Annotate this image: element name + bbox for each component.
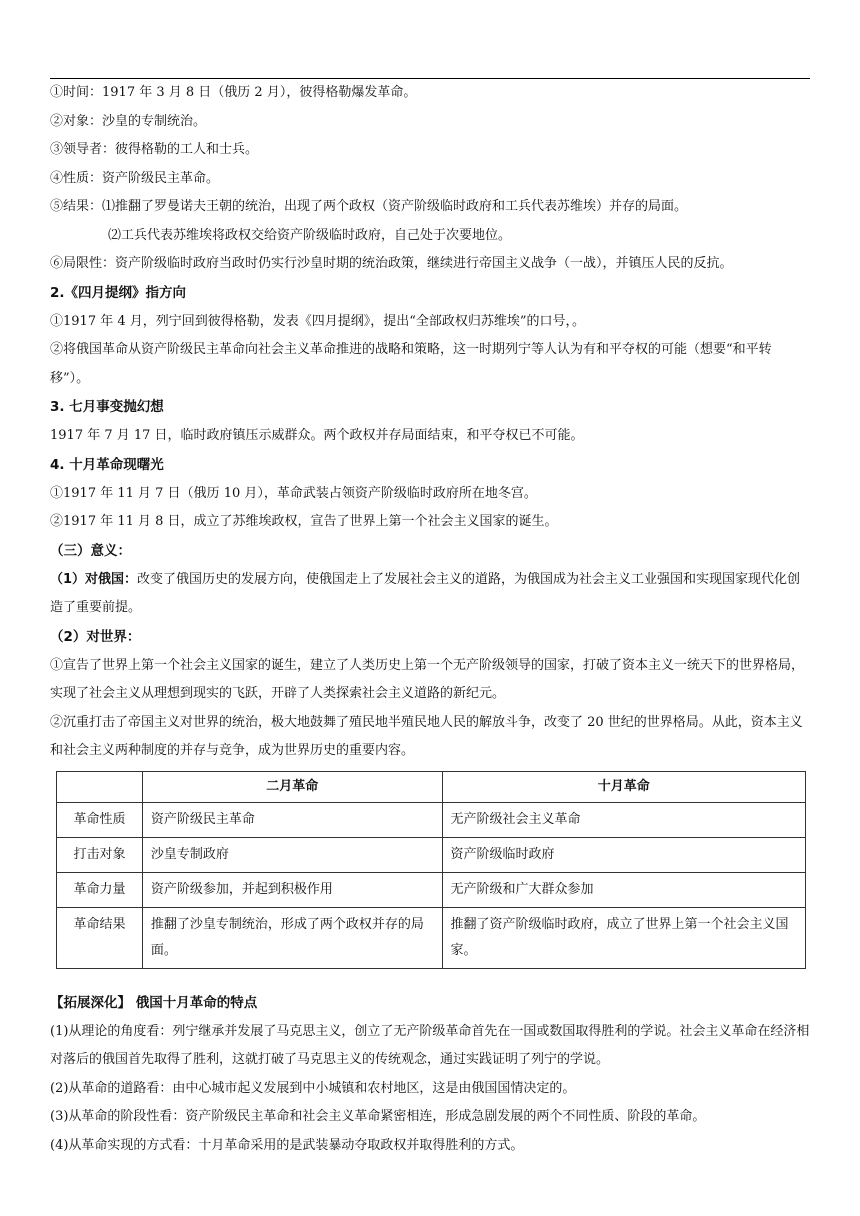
extension-p2: (2)从革命的道路看：由中心城市起义发展到中小城镇和农村地区，这是由俄国国情决定的。: [50, 1080, 576, 1096]
april-theses-p1: ①1917 年 4 月，列宁回到彼得格勒，发表《四月提纲》，提出“全部政权归苏维埃”的口号，。: [50, 313, 586, 329]
object-item: ②对象：沙皇的专制统治。: [50, 113, 207, 129]
significance-russia-label: （1）对俄国：: [50, 571, 138, 587]
table-row: [57, 802, 806, 837]
result-item-1: ⑤结果：⑴推翻了罗曼诺夫王朝的统治，出现了两个政权（资产阶级临时政府和工兵代表苏维埃）并存的局面。: [50, 199, 688, 214]
table-row-label: 革命性质: [57, 802, 143, 837]
table-row: [57, 872, 806, 907]
significance-russia: [50, 566, 810, 623]
time-item: ①时间：1917 年 3 月 8 日（俄历 2 月），彼得格勒爆发革命。: [50, 85, 417, 100]
significance-world-label: （2）对世界：: [50, 628, 141, 645]
table-header-empty: [57, 771, 143, 802]
extension-p3: (3)从革命的阶段性看：资产阶级民主革命和社会主义革命紧密相连，形成急剧发展的两个不同性质、阶段的革命。: [50, 1109, 706, 1124]
comparison-table: [56, 771, 806, 969]
table-cell: 资产阶级民主革命: [142, 802, 442, 837]
table-row-label: 打击对象: [57, 837, 143, 872]
april-theses-p2: ②将俄国革命从资产阶级民主革命向社会主义革命推进的战略和策略，这一时期列宁等人认为有和平夺权的可能（想要“和平转移”）。: [50, 342, 772, 386]
significance-russia-text: 改变了俄国历史的发展方向，使俄国走上了发展社会主义的道路，为俄国成为社会主义工业强国和实现国家现代化创造了重要前提。: [50, 571, 801, 615]
october-revolution-p2: ②1917 年 11 月 8 日，成立了苏维埃政权，宣告了世界上第一个社会主义国家的诞生。: [50, 514, 558, 529]
leader-item: ③领导者：彼得格勒的工人和士兵。: [50, 142, 259, 157]
july-events-p1: 1917 年 7 月 17 日，临时政府镇压示威群众。两个政权并存局面结束，和平夺权已不可能。: [50, 428, 584, 443]
table-cell: 资产阶级参加，并起到积极作用: [142, 872, 442, 907]
table-header-row: [57, 771, 806, 802]
significance-heading: （三）意义：: [50, 542, 131, 559]
october-revolution-heading: 4. 十月革命现曙光: [50, 456, 164, 473]
table-cell: 资产阶级临时政府: [442, 837, 806, 872]
document-page: [50, 78, 810, 1160]
october-revolution-p1: ①1917 年 11 月 7 日（俄历 10 月），革命武装占领资产阶级临时政府所在地冬宫。: [50, 485, 537, 501]
table-row: [57, 837, 806, 872]
table-row-label: 革命结果: [57, 907, 143, 968]
limitation-item: ⑥局限性：资产阶级临时政府当政时仍实行沙皇时期的统治政策，继续进行帝国主义战争（一战），并镇压人民的反抗。: [50, 256, 733, 271]
table-cell: 无产阶级社会主义革命: [442, 802, 806, 837]
table-row: [57, 907, 806, 968]
july-events-heading: 3. 七月事变抛幻想: [50, 399, 164, 415]
table-cell: 沙皇专制政府: [142, 837, 442, 872]
table-cell: 推翻了沙皇专制统治，形成了两个政权并存的局面。: [142, 907, 442, 968]
significance-world-p2: ②沉重打击了帝国主义对世界的统治，极大地鼓舞了殖民地半殖民地人民的解放斗争，改变了 20 世纪的世界格局。从此，资本主义和社会主义两种制度的并存与竞争，成为世界历史的重要内容。: [50, 714, 803, 758]
table-cell: 无产阶级和广大群众参加: [442, 872, 806, 907]
nature-item: ④性质：资产阶级民主革命。: [50, 170, 220, 186]
table-cell: 推翻了资产阶级临时政府，成立了世界上第一个社会主义国家。: [442, 907, 806, 968]
april-theses-heading: 2.《四月提纲》指方向: [50, 284, 187, 301]
table-header-february: 二月革命: [142, 771, 442, 802]
extension-heading: 【拓展深化】 俄国十月革命的特点: [50, 994, 258, 1011]
significance-world-p1: ①宣告了世界上第一个社会主义国家的诞生，建立了人类历史上第一个无产阶级领导的国家，打破了资本主义一统天下的世界格局，实现了社会主义从理想到现实的飞跃，开辟了人类探索社会主义道路的新纪元。: [50, 657, 805, 701]
table-row-label: 革命力量: [57, 872, 143, 907]
result-item-2: ⑵工兵代表苏维埃将政权交给资产阶级临时政府，自己处于次要地位。: [108, 227, 512, 243]
extension-p1: (1)从理论的角度看：列宁继承并发展了马克思主义，创立了无产阶级革命首先在一国或数国取得胜利的学说。社会主义革命在经济相对落后的俄国首先取得了胜利，这就打破了马克思主义的传统观念，通过实践证明了列宁的学说。: [50, 1023, 810, 1067]
table-header-october: 十月革命: [442, 771, 806, 802]
extension-p4: (4)从革命实现的方式看：十月革命采用的是武装暴动夺取政权并取得胜利的方式。: [50, 1137, 524, 1153]
